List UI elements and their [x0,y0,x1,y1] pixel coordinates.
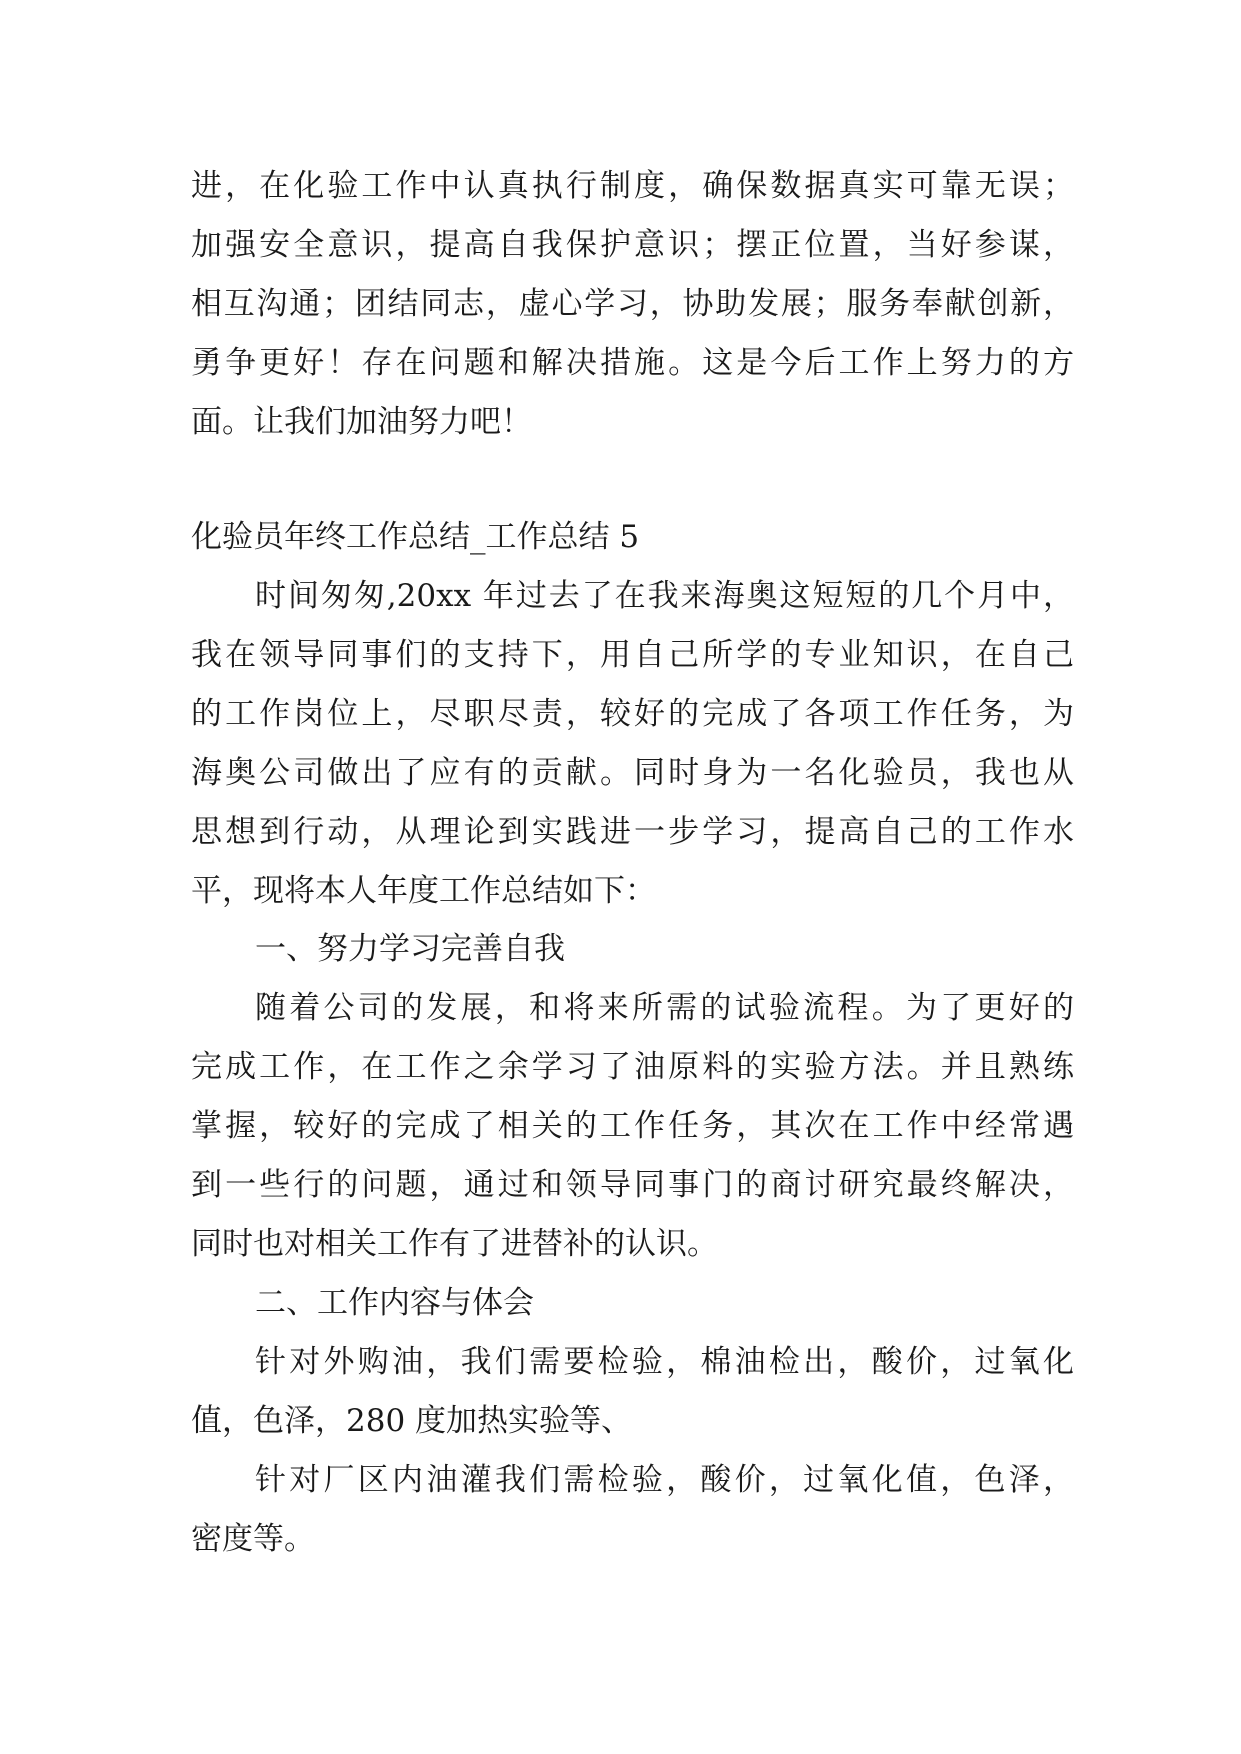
paragraph-line: 思想到行动，从理论到实践进一步学习，提高自己的工作水 [191,814,1074,850]
paragraph-line: 加强安全意识，提高自我保护意识；摆正位置，当好参谋， [191,227,1074,263]
paragraph-line: 勇争更好！存在问题和解决措施。这是今后工作上努力的方 [191,345,1074,381]
paragraph-line: 平，现将本人年度工作总结如下： [191,873,656,909]
section-title: 化验员年终工作总结_工作总结 5 [191,519,640,555]
paragraph-line: 针对外购油，我们需要检验，棉油检出，酸价，过氧化 [255,1344,1074,1380]
paragraph-line: 掌握，较好的完成了相关的工作任务，其次在工作中经常遇 [191,1108,1074,1144]
paragraph-line: 随着公司的发展，和将来所需的试验流程。为了更好的 [255,990,1074,1026]
paragraph-line: 的工作岗位上，尽职尽责，较好的完成了各项工作任务，为 [191,696,1074,732]
paragraph-line: 针对厂区内油灌我们需检验，酸价，过氧化值，色泽， [255,1462,1074,1498]
paragraph-line: 同时也对相关工作有了进替补的认识。 [191,1226,718,1262]
paragraph-line: 完成工作，在工作之余学习了油原料的实验方法。并且熟练 [191,1049,1074,1085]
paragraph-line: 时间匆匆,20xx 年过去了在我来海奥这短短的几个月中， [255,578,1074,614]
paragraph-line: 到一些行的问题，通过和领导同事门的商讨研究最终解决， [191,1167,1074,1203]
paragraph-line: 我在领导同事们的支持下，用自己所学的专业知识，在自己 [191,637,1074,673]
paragraph-line: 密度等。 [191,1521,315,1557]
section-heading: 二、工作内容与体会 [255,1285,534,1321]
paragraph-line: 值，色泽，280 度加热实验等、 [191,1403,633,1439]
paragraph-line: 海奥公司做出了应有的贡献。同时身为一名化验员，我也从 [191,755,1074,791]
paragraph-line: 相互沟通；团结同志，虚心学习，协助发展；服务奉献创新， [191,286,1074,322]
paragraph-line: 进，在化验工作中认真执行制度，确保数据真实可靠无误； [191,168,1074,204]
section-heading: 一、努力学习完善自我 [255,931,565,967]
paragraph-line: 面。让我们加油努力吧！ [191,404,532,440]
